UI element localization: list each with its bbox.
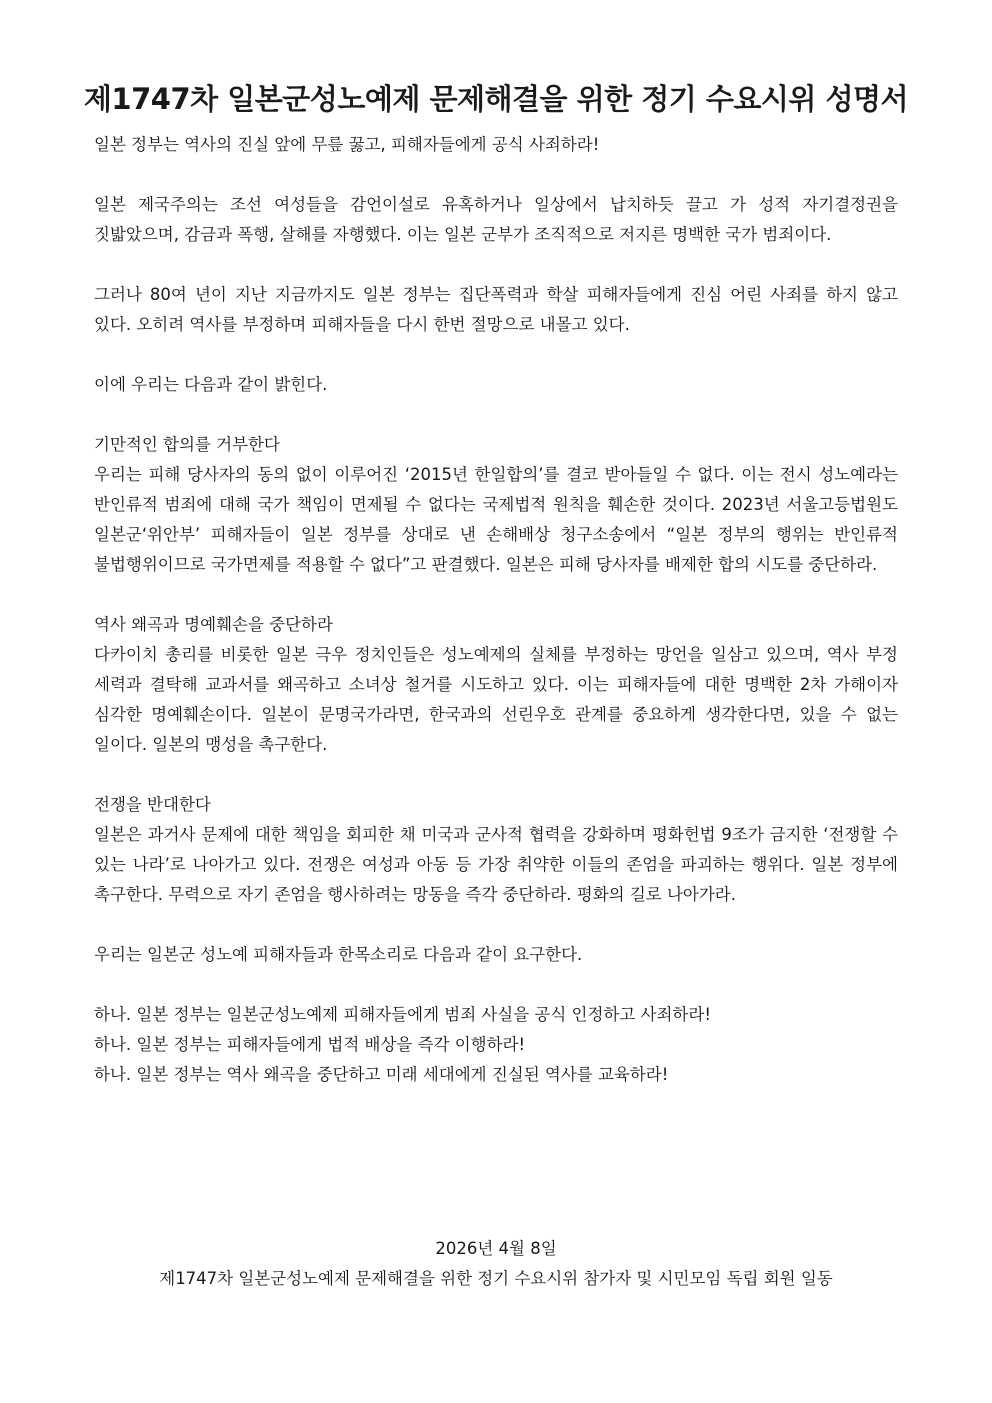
section-text: 다카이치 총리를 비롯한 일본 극우 정치인들은 성노예제의 실체를 부정하는 망언을 일삼고 있으며, 역사 부정 세력과 결탁해 교과서를 왜곡하고 소녀상 철거를 시도하고 있다. 이는 피해자들에 대한 명백한 2차 가해이자 심각한 명예훼손이다. 일본이 문명국가라면, 한국과의 선린우호 관계를 중요하게 생각한다면, 있을 수 없는 일이다. 일본의 맹성을 촉구한다. bbox=[94, 645, 898, 754]
statement-body bbox=[94, 130, 898, 1090]
section-history-distortion bbox=[94, 610, 898, 760]
demand-list bbox=[94, 1000, 898, 1090]
spacer bbox=[94, 250, 898, 280]
signatory: 제1747차 일본군성노예제 문제해결을 위한 정기 수요시위 참가자 및 시민모임 독립 회원 일동 bbox=[159, 1269, 833, 1288]
signature-block bbox=[60, 1234, 932, 1294]
paragraph-4: 우리는 일본군 성노예 피해자들과 한목소리로 다음과 같이 요구한다. bbox=[94, 945, 583, 964]
demand-item: 하나. 일본 정부는 피해자들에게 법적 배상을 즉각 이행하라! bbox=[94, 1035, 526, 1054]
spacer bbox=[94, 760, 898, 790]
document-title: 제1747차 일본군성노예제 문제해결을 위한 정기 수요시위 성명서 bbox=[83, 82, 909, 117]
section-text: 일본은 과거사 문제에 대한 책임을 회피한 채 미국과 군사적 협력을 강화하며 평화헌법 9조가 금지한 ‘전쟁할 수 있는 나라’로 나아가고 있다. 전쟁은 여성과 아동 등 가장 취약한 이들의 존엄을 파괴하는 행위다. 일본 정부에 촉구한다. 무력으로 자기 존엄을 행사하려는 망동을 즉각 중단하라. 평화의 길로 나아가라. bbox=[94, 825, 898, 904]
spacer bbox=[94, 400, 898, 430]
section-heading: 전쟁을 반대한다 bbox=[94, 795, 211, 814]
lead-sentence: 일본 정부는 역사의 진실 앞에 무릎 꿇고, 피해자들에게 공식 사죄하라! bbox=[94, 135, 600, 154]
section-heading: 역사 왜곡과 명예훼손을 중단하라 bbox=[94, 615, 333, 634]
spacer bbox=[94, 970, 898, 1000]
paragraph-2: 그러나 80여 년이 지난 지금까지도 일본 정부는 집단폭력과 학살 피해자들에게 진심 어린 사죄를 하지 않고 있다. 오히려 역사를 부정하며 피해자들을 다시 한번 절망으로 내몰고 있다. bbox=[94, 285, 898, 334]
spacer bbox=[94, 340, 898, 370]
section-anti-war bbox=[94, 790, 898, 910]
paragraph-3: 이에 우리는 다음과 같이 밝힌다. bbox=[94, 375, 328, 394]
section-text: 우리는 피해 당사자의 동의 없이 이루어진 ‘2015년 한일합의’를 결코 받아들일 수 없다. 이는 전시 성노예라는 반인류적 범죄에 대해 국가 책임이 면제될 수 없다는 국제법적 원칙을 훼손한 것이다. 2023년 서울고등법원도 일본군‘위안부’ 피해자들이 일본 정부를 상대로 낸 손해배상 청구소송에서 “일본 정부의 행위는 반인류적 불법행위이므로 국가면제를 적용할 수 없다”고 판결했다. 일본은 피해 당사자를 배제한 합의 시도를 중단하라. bbox=[94, 465, 898, 574]
spacer bbox=[94, 910, 898, 940]
demand-item: 하나. 일본 정부는 역사 왜곡을 중단하고 미래 세대에게 진실된 역사를 교육하라! bbox=[94, 1065, 669, 1084]
paragraph-1: 일본 제국주의는 조선 여성들을 감언이설로 유혹하거나 일상에서 납치하듯 끌고 가 성적 자기결정권을 짓밟았으며, 감금과 폭행, 살해를 자행했다. 이는 일본 군부가 조직적으로 저지른 명백한 국가 범죄이다. bbox=[94, 195, 898, 244]
section-heading: 기만적인 합의를 거부한다 bbox=[94, 435, 280, 454]
spacer bbox=[94, 160, 898, 190]
demand-item: 하나. 일본 정부는 일본군성노예제 피해자들에게 범죄 사실을 공식 인정하고 사죄하라! bbox=[94, 1005, 711, 1024]
statement-date: 2026년 4월 8일 bbox=[435, 1239, 557, 1258]
section-agreement bbox=[94, 430, 898, 580]
spacer bbox=[94, 580, 898, 610]
